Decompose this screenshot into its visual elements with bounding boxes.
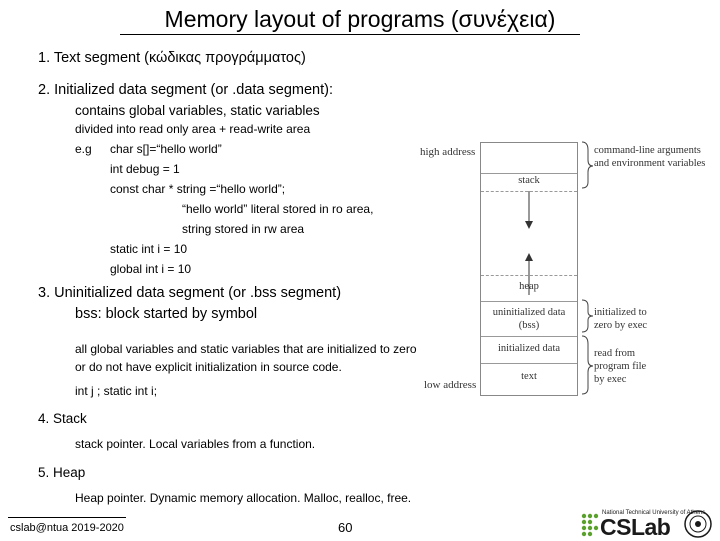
code-line-2: int debug = 1 xyxy=(110,162,180,176)
initialized-top-divider xyxy=(481,336,577,337)
bss-segment-label-2: (bss) xyxy=(518,320,540,331)
logo-text: CSLab xyxy=(600,514,671,540)
heap-top-divider xyxy=(481,275,577,276)
heap-desc: Heap pointer. Dynamic memory allocation. Malloc, realloc, free. xyxy=(75,491,412,505)
stack-top-divider xyxy=(481,173,577,174)
bss-code: int j ; static int i; xyxy=(75,384,158,398)
footer-course: cslab@ntua 2019-2020 xyxy=(10,522,124,534)
initialized-contains: contains global variables, static variables xyxy=(75,103,320,118)
bss-note-line-2: zero by exec xyxy=(594,320,648,331)
bss-top-divider xyxy=(481,301,577,302)
cmdline-note-line-1: command-line arguments xyxy=(594,145,701,156)
bss-note-line-1: initialized to xyxy=(594,307,647,318)
cmdline-note xyxy=(594,144,705,170)
low-address-label: low address xyxy=(424,379,477,391)
code-line-7: global int i = 10 xyxy=(110,262,192,276)
title-underline xyxy=(120,34,580,35)
cmdline-note-line-2: and environment variables xyxy=(594,158,706,169)
bss-segment-label-1: uninitialized data xyxy=(492,307,566,318)
heap-segment-label: heap xyxy=(519,281,539,292)
arrow-up-icon xyxy=(525,253,533,261)
initialized-segment-label: initialized data xyxy=(497,343,561,354)
program-file-note xyxy=(594,347,646,386)
high-address-label: high address xyxy=(420,146,476,158)
item-initialized-data: 2. Initialized data segment (or .data segment): xyxy=(38,82,333,98)
page-number: 60 xyxy=(338,520,353,535)
example-label: e.g xyxy=(75,142,92,156)
cslab-logo xyxy=(580,508,715,540)
bss-desc-2: or do not have explicit initialization in source code. xyxy=(75,360,342,374)
bss-subtitle: bss: block started by symbol xyxy=(75,306,258,322)
code-line-3: const char * string =“hello world”; xyxy=(110,182,286,196)
program-file-note-line-3: by exec xyxy=(594,374,627,385)
growth-arrows xyxy=(521,191,537,295)
cmdline-brace xyxy=(582,142,593,188)
code-line-6: static int i = 10 xyxy=(110,242,188,256)
memory-layout-diagram xyxy=(480,142,578,396)
bss-desc-1: all global variables and static variables that are initialized to zero xyxy=(75,342,417,356)
item-heap: 5. Heap xyxy=(38,465,86,480)
arrow-down-icon xyxy=(525,221,533,229)
item-uninitialized-data: 3. Uninitialized data segment (or .bss segment) xyxy=(38,285,342,301)
code-line-1: char s[]=“hello world” xyxy=(110,142,222,156)
stack-desc: stack pointer. Local variables from a function. xyxy=(75,437,316,451)
footer-rule xyxy=(8,517,126,518)
item-text-segment: 1. Text segment (κώδικας προγράμματος) xyxy=(38,50,306,66)
page-title: Memory layout of programs (συνέχεια) xyxy=(164,6,556,32)
program-file-note-line-1: read from xyxy=(594,348,636,359)
program-file-note-line-2: program file xyxy=(594,361,647,372)
initialized-divided: divided into read only area + read-write area xyxy=(75,122,311,136)
program-file-brace xyxy=(582,336,593,394)
text-top-divider xyxy=(481,363,577,364)
text-segment-label: text xyxy=(521,371,537,382)
stack-segment-label: stack xyxy=(518,175,540,186)
logo-subtitle: National Technical University of Athens xyxy=(602,510,706,516)
bss-brace xyxy=(582,300,593,332)
item-stack: 4. Stack xyxy=(38,411,87,426)
code-line-5: string stored in rw area xyxy=(182,222,305,236)
code-line-4: “hello world” literal stored in ro area, xyxy=(182,202,374,216)
bss-note xyxy=(594,306,647,332)
